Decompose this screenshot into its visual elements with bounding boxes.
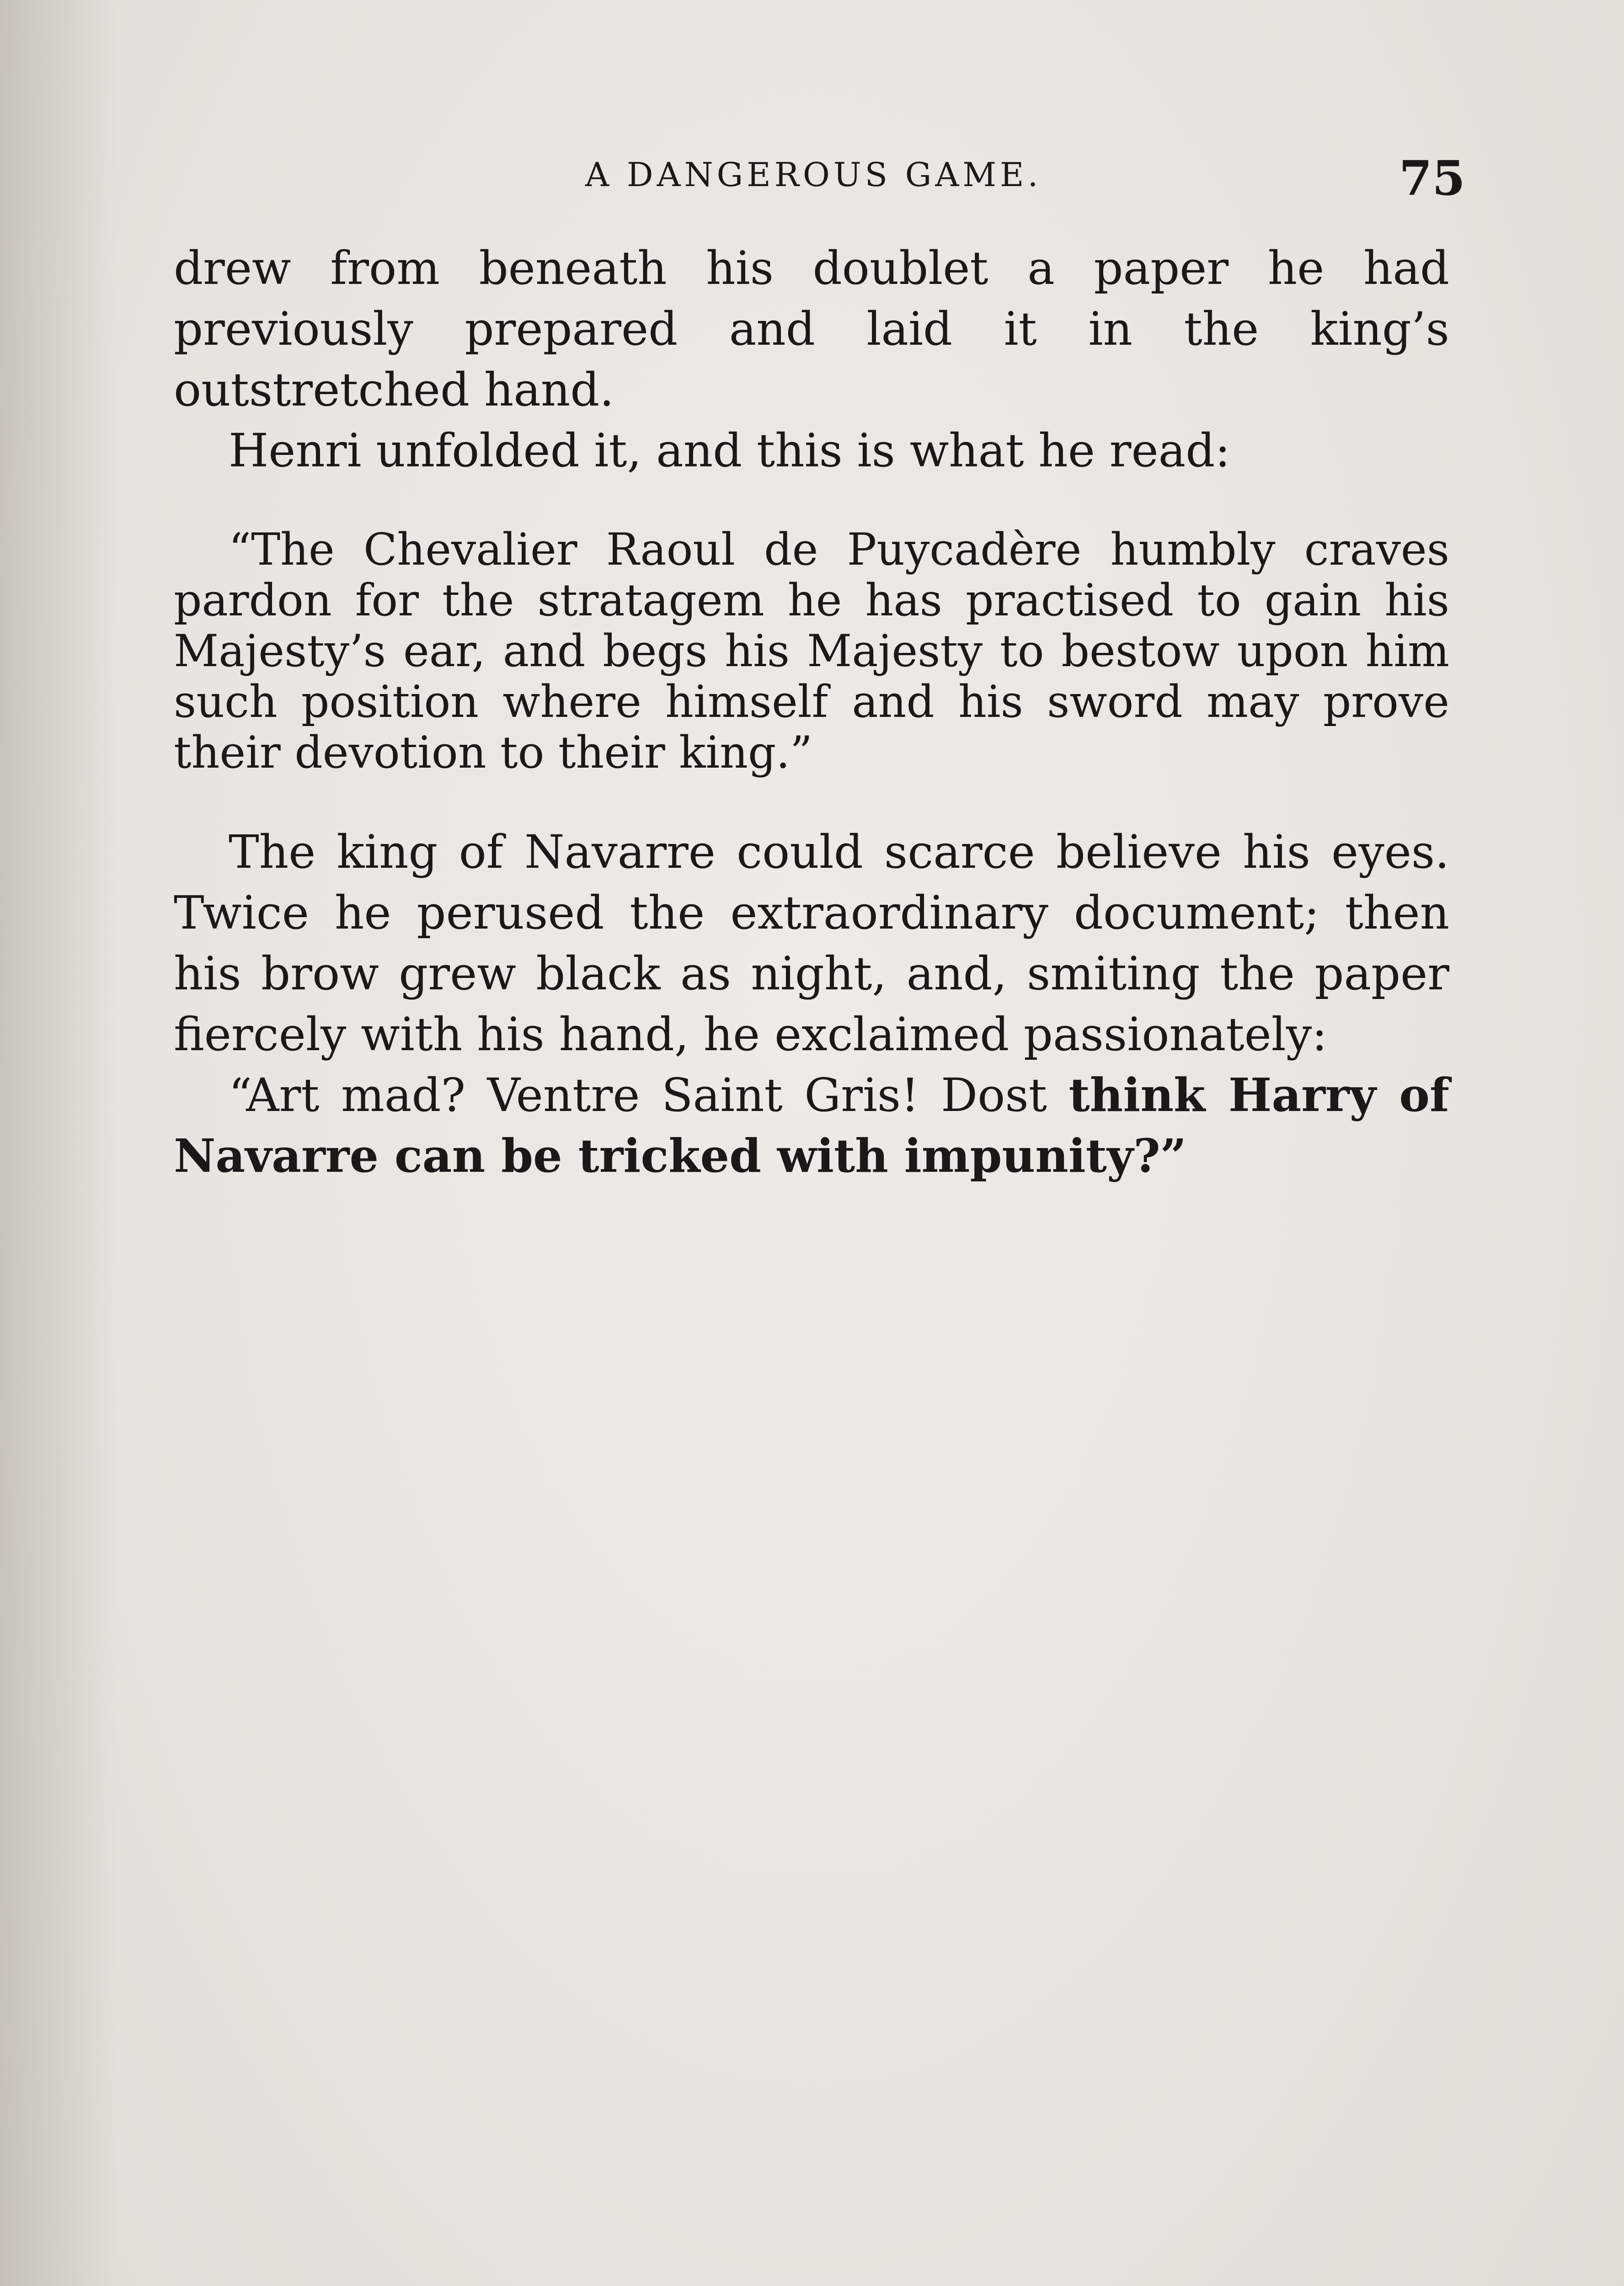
- paragraph-2: Henri unfolded it, and this is what he read:: [229, 424, 1230, 477]
- running-head: [0, 150, 1624, 206]
- paragraph-3: The king of Navarre could scarce believe his eyes. Twice he perused the extraordinary document; then his brow grew black as night, and, smiting the paper fiercely with his hand, he exclaimed passionately:: [174, 825, 1449, 1061]
- quote-text: “The Chevalier Raoul de Puycadère humbly craves pardon for the stratagem he has practised to gain his Majesty’s ear, and begs his Majesty to bestow upon him such position where himself and his sword may prove their devotion to their king.”: [174, 524, 1449, 778]
- body-text: [174, 238, 1449, 1186]
- paragraph-4: [174, 1065, 1449, 1186]
- paragraph-1: drew from beneath his doublet a paper he had previously prepared and laid it in the king’s outstretched hand.: [174, 241, 1449, 417]
- page-number: 75: [1399, 150, 1465, 206]
- paragraph-4-end: think Harry of Navarre can be tricked with impunity?”: [174, 1068, 1449, 1183]
- running-title: A DANGEROUS GAME.: [585, 155, 1042, 194]
- paragraph-4-start: “Art mad? Ventre Saint Gris! Dost: [229, 1068, 1047, 1122]
- quoted-document: [174, 524, 1449, 778]
